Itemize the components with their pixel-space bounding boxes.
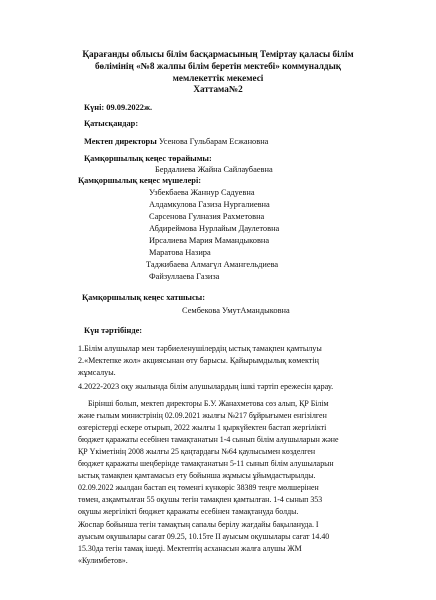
member-name: Абдиреймова Нурлайым Даулетовна	[149, 224, 280, 233]
attendees-heading: Қатысқандар:	[84, 119, 139, 128]
header-line-1: Қарағанды облысы білім басқармасының Теміртау қаласы білім	[82, 49, 354, 59]
header-line-2: бөлімінің «№8 жалпы білім беретін мектебі» коммуналдық	[94, 61, 342, 71]
director-line	[84, 138, 268, 146]
chair-name: Бердалиева Жайна Сайлаубаевна	[155, 165, 273, 174]
agenda-item: 1.Білім алушылар мен тәрбиеленушілердің ыстық тамақпен қамтылуы	[78, 344, 322, 353]
protocol-title: Хаттама№2	[193, 84, 243, 94]
body-line: бюджет қаражаты шеңберінде тамақтанатын 5-11 сынып білім алушыларын	[78, 459, 334, 468]
body-line: ҚР Үкіметінің 2008 жылғы 25 қаңтардағы №64 қаулысымен көзделген	[78, 447, 316, 456]
agenda-item: 2.«Мектепке жол» акциясынан өту барысы. Қайырымдылық көмектің	[78, 356, 319, 365]
body-line: «Кулимбетов».	[78, 556, 128, 565]
header-line-3: мемлекеттік мекемесі	[172, 73, 264, 83]
body-line: ыстық тамақпен қамтамасыз ету бойынша жұмысы ұйымдастырылды.	[78, 471, 316, 480]
body-line: Жоспар бойынша тегін тамақтың сапалы берілу жағдайы бақылануда. I	[78, 520, 319, 529]
agenda-item: жұмсалуы.	[78, 368, 116, 377]
body-line: және ғылым министрінің 02.09.2021 жылғы №217 бұйрығымен енгізілген	[78, 411, 327, 420]
members-label: Қамқоршылық кеңес мүшелері:	[78, 176, 202, 185]
body-line: өзгерістерді ескере отырып, 2022 жылғы 1 қыркүйектен бастап жергілікті	[78, 423, 327, 432]
director-name: Усенова Гульбарам Есжановна	[158, 137, 269, 146]
agenda-item: 4.2022-2023 оқу жылында білім алушылардың ішкі тәртіп ережесін қарау.	[78, 382, 334, 391]
agenda-heading: Күн тәртібінде:	[84, 326, 143, 335]
chair-label: Қамқоршылық кеңес төрайымы:	[84, 154, 212, 163]
body-line: 02.09.2022 жылдан бастап ең төменгі күнкөріс 38389 теңге мөлшерінен	[78, 483, 319, 492]
body-line: Біріншi болып, мектеп директоры Б.У. Жанахметова сөз алып, ҚР Білім	[88, 399, 329, 408]
body-line: ауысым оқушылары сағат 09.25, 10.15те II ауысым оқушылары сағат 14.40	[78, 532, 330, 541]
director-label: Мектеп директоры	[84, 137, 157, 146]
member-name: Алдамкулова Газиза Нургалиевна	[149, 200, 270, 209]
body-line: төмен, азқамтылған 55 оқушы тегін тамақпен қамтылған. 1-4 сынып 353	[78, 495, 323, 504]
secretary-name: Сембекова УмутАмандыковна	[182, 306, 290, 315]
meeting-date: Күні: 09.09.2022ж.	[84, 103, 153, 112]
member-name: Сарсенова Гулназия Рахметовна	[149, 212, 265, 221]
body-line: бюджет қаражаты есебінен тамақтанатын 1-4 сынып білім алушыларын және	[78, 435, 339, 444]
member-name: Узбекбаева Жаннур Садуевна	[149, 188, 255, 197]
member-name: Файзуллаева Газиза	[149, 272, 220, 281]
body-line: 15.30да тегін тамақ ішеді. Мектептің асханасын жалға алушы ЖМ	[78, 544, 302, 553]
secretary-label: Қамқоршылық кеңес хатшысы:	[82, 293, 206, 302]
body-line: оқушы жергілікті бюджет қаражаты есебінен тамақтануда болды.	[78, 507, 299, 516]
member-name: Ирсалиева Мария Мамандыковна	[149, 236, 270, 245]
member-name: Таджибаева Алмагүл Амангельдиева	[146, 260, 279, 269]
member-name: Маратова Назира	[149, 248, 211, 257]
